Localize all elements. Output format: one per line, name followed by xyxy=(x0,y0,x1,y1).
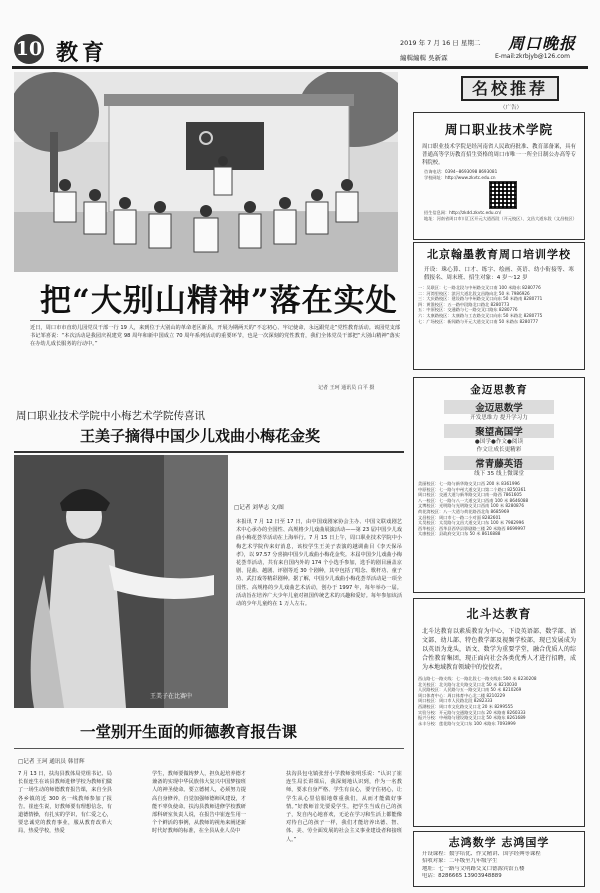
ad-line: 北关校区：北关路与北关路交叉口北 50 米 8210030 xyxy=(418,681,518,687)
ad-line: 四：黄淮校区：五一路中段路北口路北 8280773 xyxy=(418,301,510,307)
ad-zhoukou-vocational xyxy=(413,112,585,240)
ad-line: 七：广场校区：新闻路与开元大道交叉口南 50 米路东 8280777 xyxy=(418,318,539,324)
header-rule xyxy=(12,66,588,69)
story3-headline: 一堂别开生面的师德教育报告课 xyxy=(80,723,298,741)
sidebar-title: 名校推荐 xyxy=(461,76,559,101)
story1-credit: 记者 王珂 通讯员 白平 摄 xyxy=(318,385,375,391)
opera-photo-caption: 王美子在比赛中 xyxy=(150,693,193,700)
ad-line: 六：太康路校区：太康路与工农路交叉口向东 50 米路北 8280775 xyxy=(418,312,543,318)
ad-zhihong-title: 志鸿数学 志鸿国学 xyxy=(448,836,550,849)
story3-column-3: 扶沟县包屯镇张营小学教师张明乐说：“认识了崔连生局长讲课后，我深刻地认识到，作为一名教师，要求自身严格、学生有良心，要守住初心，让学生从心里信服地尊重我们，从而才能做好事情。”好教师首先要爱学生，把学生当成自己的孩子，发自内心地喜欢，无论在学习和生活上都能像对待自己的孩子一样，我们才能培养出德、智、体、美、劳全面发展的社会主义事业建设者和接班人。” xyxy=(286,771,402,843)
ad-line: 美丽校区：七一路与新华路交叉口西 200 米 8361996 xyxy=(418,481,520,486)
ad-line: 电话：8286665 13903948889 xyxy=(422,873,502,880)
ad-zhoukou-vocational-intro: 周口职业技术学院是经河南省人民政府批准、教育部备案，具有普通高等学历教育招生资格的周口市唯一一所全日制公办高等专科院校。 xyxy=(422,144,576,166)
story2-headline: 王美子摘得中国少儿戏曲小梅花金奖 xyxy=(80,427,321,445)
ad-hanmo-intro: 开设：珠心算、口才、练字、绘画、英语、幼小衔接等、寒假报名、周末班、招生对象：4 岁～12 岁 xyxy=(424,267,574,281)
story2-byline: □记者 刘华志 文/图 xyxy=(234,505,284,511)
ad-line: 永丰分校：莲花路与交叉口东 100 米路东 7093999 xyxy=(418,720,516,726)
page-number: 10 xyxy=(14,34,44,64)
ad-line: 西山路七一路支线：七一路北段七一路支线东 500 米 8230208 xyxy=(418,676,537,681)
issue-date: 2019 年 7 月 16 日 星期二 xyxy=(400,39,481,47)
ad-beidouda-title: 北斗达教育 xyxy=(466,607,532,621)
ad-beidouda-intro: 北斗达教育以素质教育为中心，下设英语部、数学部、语文部、幼儿部、特色教学部及视频学校部，现已发展成为以英语为龙头，语文、数学为重要学堂，融合优质人的综合性教育集团，现正面向社会各类优秀人才进行招聘，成为本地域教育领域中的佼佼者。 xyxy=(422,628,576,671)
opera-photo-illustration xyxy=(14,455,228,708)
ad-line: 二：河湾里校区：滨河大道北段文昌路向北 50 米 7986926 xyxy=(418,290,530,296)
ad-line: 太康校区：县政府交叉口东 50 米 8616888 xyxy=(418,531,501,537)
ad-line: 咨询电话：0394--8693098 8693081 xyxy=(424,169,498,174)
story1-body: 近日，周口市市直幼儿园党员干部一行 19 人，来到位于大别山的革命老区新县，开展为期两天的“不忘初心、牢记使命，永远跟党走”党性教育活动。该园党支部书记邹喜说：“本次活动是我园庆祝建党 98 周年和新中国成立 70 周年系列活动的重要环节，也是一次深刻的党性教育，我们全体党员干部把“大别山精神”落实在办幼儿成长服务的行动中。” xyxy=(30,325,400,348)
ad-line: 西湖校区：周口市文化路交叉口北 20 米 8299555 xyxy=(418,703,513,709)
story2-rule xyxy=(14,451,404,453)
ad-line: 三：大庆路校区：建设路与中州路交叉口向东 50 米路南 8280771 xyxy=(418,296,543,302)
ad-hanmo-education xyxy=(413,242,585,370)
sidebar-subtitle: （广告） xyxy=(500,105,523,111)
ad-line: 地址：七一路与文明路交叉口德源宾馆五楼 xyxy=(422,865,525,872)
lead-photo xyxy=(14,72,398,272)
ad-jinmaisi-item-1: 金迈思数学 xyxy=(444,400,554,414)
ad-jinmaisi xyxy=(413,377,585,593)
ad-line: 学校网址：http://www.zkvtc.edu.cn xyxy=(424,174,496,180)
ad-line: 实验分校：开元路与交通路交叉口东 20 米路南 8260333 xyxy=(418,709,526,715)
lead-photo-illustration xyxy=(14,72,398,272)
ad-hanmo-title: 北京翰墨教育周口培训学校 xyxy=(427,248,571,261)
story3-rule xyxy=(14,748,404,749)
story2-body: 本报讯 7 月 12 日至 17 日，由中国戏剧家协会主办、中国文联戏剧艺术中心承办的全国性、高规格少儿戏曲展演活动——第 23 届中国少儿戏曲小梅花荟萃活动在上海举行。7 月 15 日上午，周口职业技术学院中小梅艺术学院传来好消息，该校学生王美子表演的越调曲目《李天保吊孝》，以 97.57 分喜摘中国少儿戏曲小梅花金奖。本届中国少儿戏曲小梅花荟萃活动，共有来自国内外的 174 个小选手参加，选手的剧目涵盖京剧、昆曲、越剧、评剧等近 30 个剧种，其中包括了唱念、歌杆功、童子功、武打戏等精彩剧种。据了解，中国少儿戏曲小梅花荟萃活动是一项全国性、高规格的少儿戏曲艺术活动，创办于 1997 年，每年举办一届。活动旨在培养广大少年儿童对祖国传统艺术的兴趣和爱好。每年参加该活动的少年儿童约在 1 万人左右。 xyxy=(236,519,402,608)
ad-line: 荷花湾校区：八一大道与荷花路西北角 8685969 xyxy=(418,508,510,514)
ad-line: 人民路校区：人民路与五一路交叉口南 50 米 8210269 xyxy=(418,687,522,693)
ad-line: 文博校区：光明路与光明路交叉口西南 100 米 8280876 xyxy=(418,503,525,509)
newspaper-logo: 周口晚报 xyxy=(508,34,577,53)
editor-email: E-mail:zkrbjyb@126.com xyxy=(495,53,570,60)
ad-line: 八一校区：七一路与八一大道交叉口西南 100 米 8646088 xyxy=(418,497,529,503)
editor-line: 編輯編輯 吳新霖 xyxy=(400,54,448,62)
ad-jinmaisi-item-2-desc: ●国学●作文●阅读 作文让成长更精彩 xyxy=(474,439,524,453)
ad-jinmaisi-item-2: 聚望高国学 xyxy=(444,424,554,438)
story1-rule xyxy=(30,320,400,321)
story3-byline: □记者 王珂 通讯员 韩冒辉 xyxy=(18,759,85,765)
ad-line: 文昌校区：周口市七一路二小对面 8282601 xyxy=(418,514,501,520)
ad-line: 五：中原校区：交通路与七一路交叉口路东 8280776 xyxy=(418,307,518,313)
ad-jinmaisi-title: 金迈思教育 xyxy=(470,384,528,396)
story3-column-1: 7 月 13 日，扶沟县教体局党组书记、局长崔连生在该县教师进修学校为教师们做了一场生动的师德教育报告课，来自全县各乡镇的近 300 名一线教师参加了报告。崔连生说，好教师要有理想信念，有道德情操，有扎实的学识，有仁爱之心，要忠诚党的教育事业，服从教育改革大局，热爱学校，热爱 xyxy=(18,771,112,835)
ad-jinmaisi-item-3: 常青藤英语 xyxy=(444,456,554,470)
ad-line: 周口校区：周口市人民路北段 8282333 xyxy=(418,698,493,704)
ad-line: 周口体育中心：周口体育中心北二楼 8210229 xyxy=(418,692,505,698)
ad-zhihong xyxy=(413,831,585,887)
ad-line: 一：吴联区：七一路北段与中州路交叉口南 100 米路东 8280776 xyxy=(418,285,541,290)
ad-line: 开设课程：数学培优、作文精讲、国学经典等课程 xyxy=(422,851,541,857)
ad-line: 振兴分校：中州路与建设路交叉口北 50 米路东 8261689 xyxy=(418,715,526,721)
ad-beidouda xyxy=(413,598,585,827)
story2-kicker: 周口职业技术学院中小梅艺术学院传喜讯 xyxy=(16,410,205,422)
qr-code-icon xyxy=(489,181,517,209)
section-title: 教育 xyxy=(56,40,109,66)
story1-headline: 把“大别山精神”落在实处 xyxy=(40,283,398,319)
ad-jinmaisi-item-3-desc: 线下 35 线上微课堂 xyxy=(474,471,524,477)
ad-zhoukou-vocational-title: 周口职业技术学院 xyxy=(444,122,553,137)
ad-jinmaisi-item-1-desc: 开发思维力 提升学习力 xyxy=(470,415,528,421)
story3-column-2: 学生，教师要做铸梦人，担负起培养德才兼备的实现中华民族伟大复兴中国梦接班人的神圣使命。要立德树人，必须努力提高自身修养，自觉加强师德师风建设，才能不辜负使命。扶沟县教师进修学校教研部科研室负责人说，在报告中崔连生用一个个鲜活的事例，从教师的视角来阐述新时代好教师的标准，在全县从业人员中 xyxy=(152,771,246,835)
ad-line: 招收对象：二年级至九年级学生 xyxy=(422,858,498,865)
ad-line: 地址：河南省周口市川汇区开元大道西段（开元校区）、文昌大道东段（文昌校区） xyxy=(424,215,577,221)
ad-line: 周口校区：交通大道与新华路交叉口南一路西 7861605 xyxy=(418,492,522,498)
ad-line: 招生信息网：http://zkdd.zkvtc.edu.cn/ xyxy=(424,210,502,216)
ad-line: 太昊校区：太昊路与文昌大道交叉口东 100 米 7982996 xyxy=(418,520,525,526)
opera-photo xyxy=(14,455,228,708)
ad-line: 西华校区：西华县西华县影剧路三楼 20 米路西 8699997 xyxy=(418,525,526,531)
ad-line: 中原校区：七一路与中州大道交叉口第二个路口 8250361 xyxy=(418,486,526,492)
